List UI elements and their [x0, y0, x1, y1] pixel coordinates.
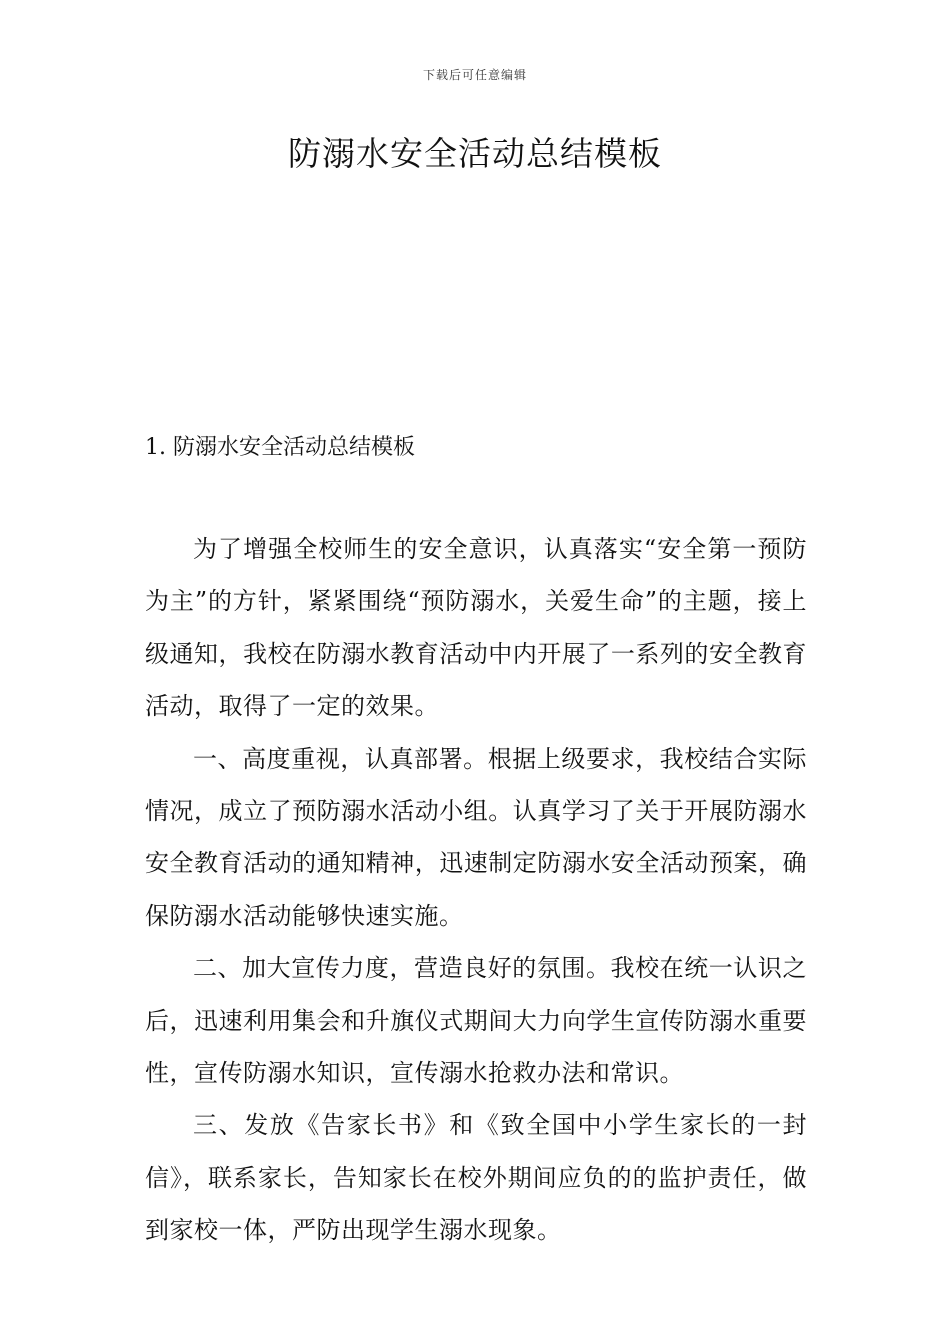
header-note: 下载后可任意编辑: [422, 68, 527, 82]
paragraph-intro: 为了增强全校师生的安全意识，认真落实“安全第一预防为主”的方针，紧紧围绕“预防溺水，关爱生命”的主题，接上级通知，我校在防溺水教育活动中内开展了一系列的安全教育活动，取得了一定的效果。: [145, 535, 807, 721]
paragraph-point-1: 一、高度重视，认真部署。根据上级要求，我校结合实际情况，成立了预防溺水活动小组。认真学习了关于开展防溺水安全教育活动的通知精神，迅速制定防溺水安全活动预案，确保防溺水活动能够快速实施。: [145, 744, 807, 930]
document-title: 防溺水安全活动总结模板: [288, 134, 662, 173]
paragraph-point-3: 三、发放《告家长书》和《致全国中小学生家长的一封信》，联系家长，告知家长在校外期间应负的的监护责任，做到家校一体，严防出现学生溺水现象。: [145, 1111, 807, 1245]
document-body: [145, 523, 807, 1257]
section-heading: 1. 防溺水安全活动总结模板: [145, 435, 415, 460]
paragraph-point-2: 二、加大宣传力度，营造良好的氛围。我校在统一认识之后，迅速利用集会和升旗仪式期间大力向学生宣传防溺水重要性，宣传防溺水知识，宣传溺水抢救办法和常识。: [145, 954, 807, 1088]
